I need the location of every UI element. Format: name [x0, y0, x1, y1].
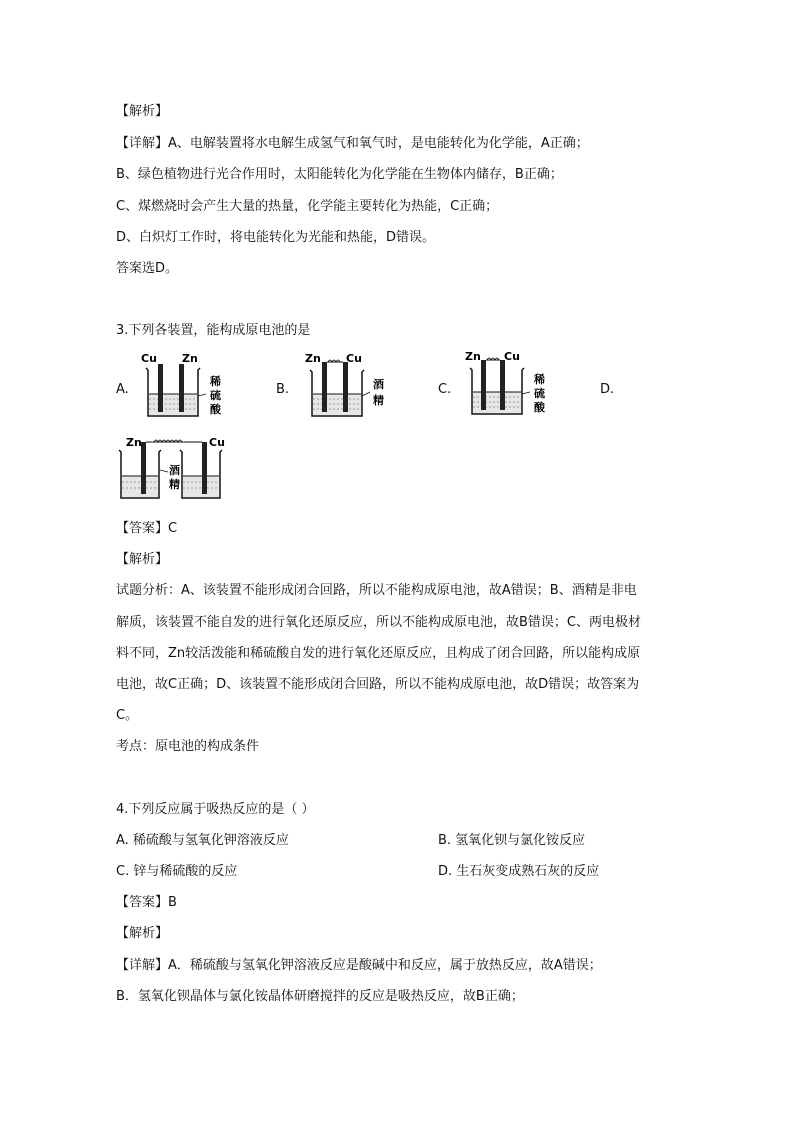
electrode-label: Cu	[346, 352, 362, 365]
question-stem: 4.下列反应属于吸热反应的是（ ）	[116, 802, 315, 817]
electrode-label: Zn	[126, 436, 142, 449]
analysis-label: 【解析】	[116, 552, 169, 567]
answer-label: 【答案】B	[116, 895, 177, 910]
solution-label: 酒	[169, 464, 180, 477]
electrode-label: Cu	[141, 352, 157, 365]
option-c-apparatus	[462, 350, 572, 424]
option-a: A. 稀硫酸与氢氧化钾溶液反应	[116, 833, 289, 848]
analysis-line: 料不同，Zn较活泼能和稀硫酸自发的进行氧化还原反应，且构成了闭合回路，所以能构成原	[116, 646, 641, 661]
solution-label: 精	[169, 478, 180, 491]
question-stem: 3.下列各装置，能构成原电池的是	[116, 323, 311, 338]
analysis-line: 试题分析：A、该装置不能形成闭合回路，所以不能构成原电池，故A错误；B、酒精是非电	[116, 583, 637, 598]
analysis-label: 【解析】	[116, 104, 169, 119]
analysis-line: 解质，该装置不能自发的进行氧化还原反应，所以不能构成原电池，故B错误；C、两电极材	[116, 615, 641, 630]
electrode-label: Zn	[465, 350, 481, 363]
detail-line: C、煤燃烧时会产生大量的热量，化学能主要转化为热能，C正确；	[116, 199, 499, 214]
electrode-label: Zn	[182, 352, 198, 365]
analysis-line: 电池，故C正确；D、该装置不能形成闭合回路，所以不能构成原电池，故D错误；故答案为	[116, 677, 640, 692]
option-c: C. 锌与稀硫酸的反应	[116, 864, 238, 879]
solution-label: 稀	[210, 375, 221, 388]
solution-label: 稀	[534, 373, 545, 386]
detail-line: 【详解】A、电解装置将水电解生成氢气和氧气时，是电能转化为化学能，A正确；	[116, 136, 589, 151]
kaodian-line: 考点：原电池的构成条件	[116, 739, 260, 754]
option-d-label: D.	[600, 382, 615, 397]
solution-label: 硫	[534, 387, 545, 400]
option-c-label: C.	[438, 382, 452, 397]
analysis-line: C。	[116, 708, 139, 723]
option-d: D. 生石灰变成熟石灰的反应	[438, 864, 600, 879]
answer-choice-line: 答案选D。	[116, 261, 179, 276]
detail-line: B、绿色植物进行光合作用时，太阳能转化为化学能在生物体内储存，B正确；	[116, 167, 563, 182]
electrode-label: Zn	[305, 352, 321, 365]
detail-line: B．氢氧化钡晶体与氯化铵晶体研磨搅拌的反应是吸热反应，故B正确；	[116, 989, 524, 1004]
detail-line: 【详解】A．稀硫酸与氢氧化钾溶液反应是酸碱中和反应，属于放热反应，故A错误；	[116, 958, 602, 973]
electrode-label: Cu	[504, 350, 520, 363]
solution-label: 酒	[373, 378, 384, 391]
electrode-label: Cu	[209, 436, 225, 449]
option-a-apparatus	[138, 352, 248, 426]
option-b-label: B.	[276, 382, 290, 397]
analysis-label: 【解析】	[116, 926, 169, 941]
solution-label: 酸	[210, 403, 221, 416]
detail-line: D、白炽灯工作时，将电能转化为光能和热能，D错误。	[116, 230, 436, 245]
answer-label: 【答案】C	[116, 521, 178, 536]
option-d-apparatus	[114, 434, 234, 508]
solution-label: 精	[373, 394, 384, 407]
solution-label: 硫	[210, 389, 221, 402]
option-a-label: A.	[116, 382, 129, 397]
option-b-apparatus	[300, 352, 410, 426]
solution-label: 酸	[534, 401, 545, 414]
option-b: B. 氢氧化钡与氯化铵反应	[438, 833, 586, 848]
